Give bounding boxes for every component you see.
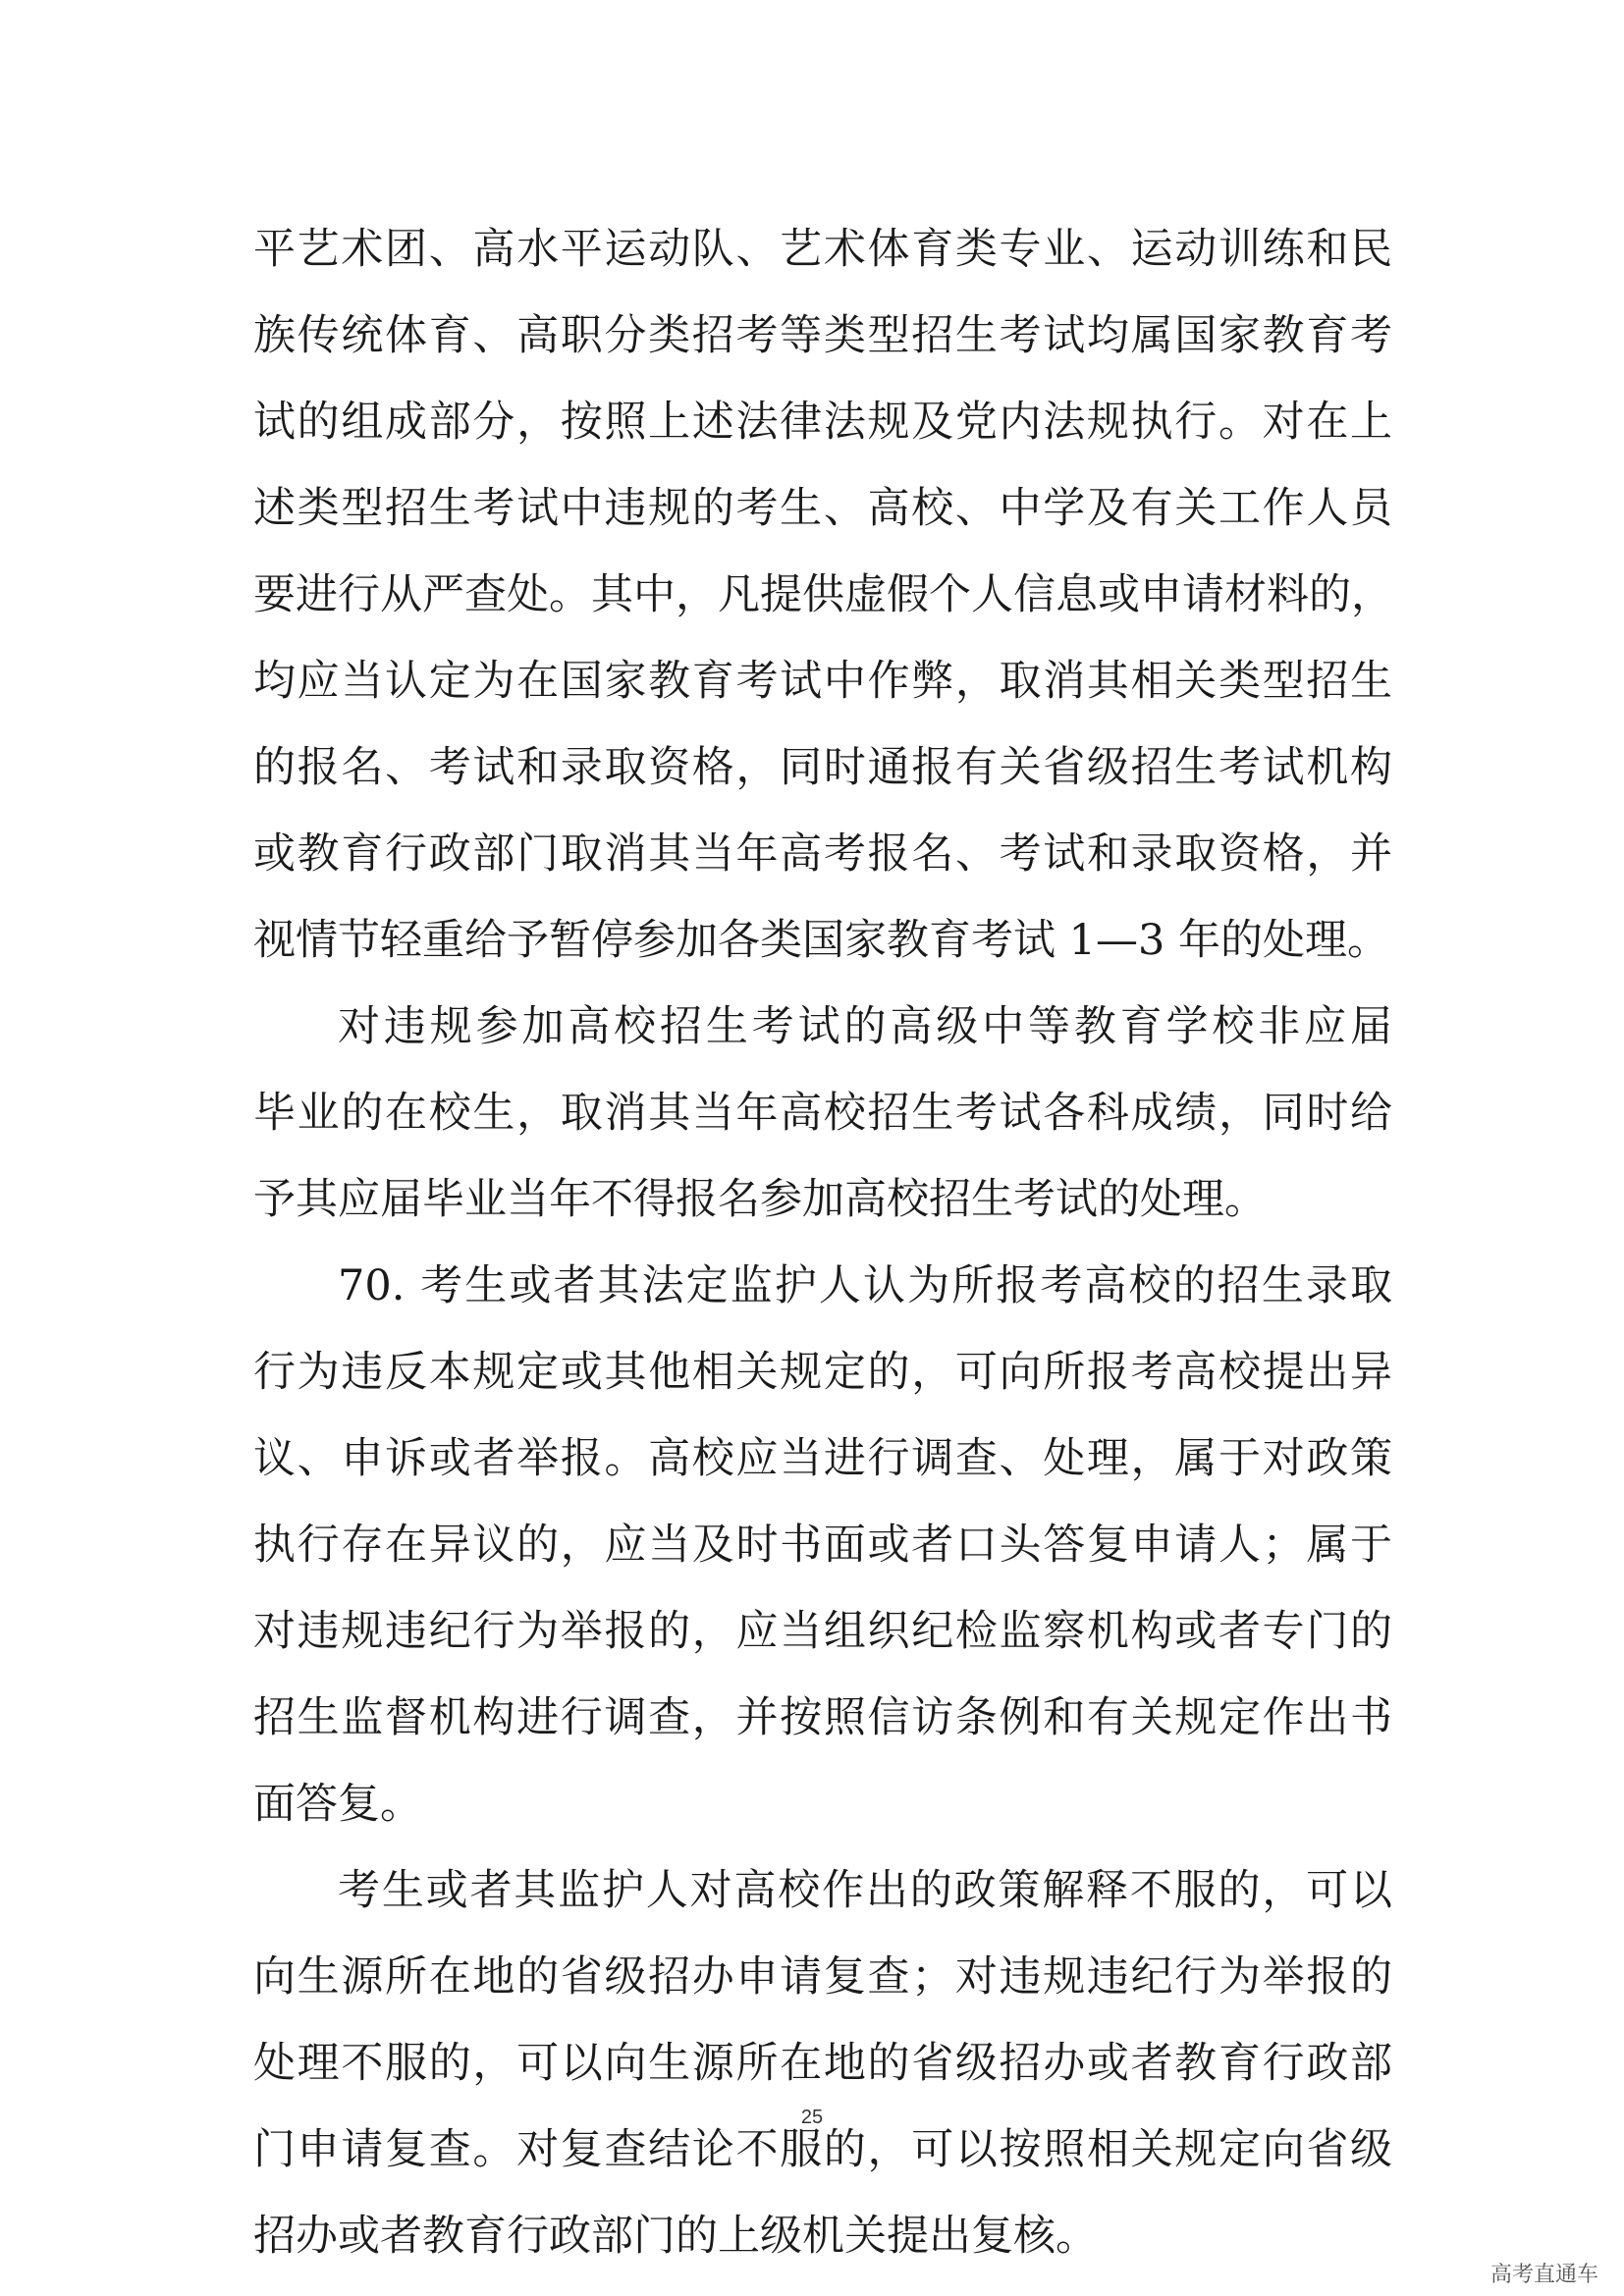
text-line: 议、申诉或者举报。高校应当进行调查、处理，属于对政策: [253, 1434, 1392, 1483]
text-line: 向生源所在地的省级招办申请复查；对违规违纪行为举报的: [253, 1952, 1392, 2002]
paragraph: [253, 984, 1392, 1243]
text-line: 要进行从严查处。其中，凡提供虚假个人信息或申请材料的，: [253, 570, 1393, 619]
paragraph: [253, 1243, 1392, 1847]
paragraph: [253, 206, 1392, 984]
text-line: 70. 考生或者其法定监护人认为所报考高校的招生录取: [338, 1261, 1392, 1310]
text-line: 试的组成部分，按照上述法律法规及党内法规执行。对在上: [253, 398, 1392, 447]
text-line: 予其应届毕业当年不得报名参加高校招生考试的处理。: [253, 1175, 1267, 1224]
text-line: 平艺术团、高水平运动队、艺术体育类专业、运动训练和民: [253, 225, 1392, 274]
text-line: 毕业的在校生，取消其当年高校招生考试各科成绩，同时给: [253, 1089, 1392, 1138]
text-line: 对违规违纪行为举报的，应当组织纪检监察机构或者专门的: [253, 1607, 1392, 1656]
text-line: 处理不服的，可以向生源所在地的省级招办或者教育行政部: [253, 2039, 1392, 2088]
paragraph: [253, 1847, 1392, 2279]
text-line: 行为违反本规定或其他相关规定的，可向所报考高校提出异: [253, 1348, 1392, 1397]
text-line: 面答复。: [253, 1780, 422, 1829]
text-line: 述类型招生考试中违规的考生、高校、中学及有关工作人员: [253, 484, 1392, 533]
text-line: 招生监督机构进行调查，并按照信访条例和有关规定作出书: [253, 1693, 1392, 1742]
text-line: 视情节轻重给予暂停参加各类国家教育考试 1—3 年的处理。: [253, 916, 1390, 965]
text-line: 对违规参加高校招生考试的高级中等教育学校非应届: [338, 1002, 1392, 1051]
text-line: 或教育行政部门取消其当年高考报名、考试和录取资格，并: [253, 829, 1392, 879]
page-number: 25: [800, 2107, 824, 2128]
text-line: 考生或者其监护人对高校作出的政策解释不服的，可以: [338, 1866, 1392, 1915]
text-line: 族传统体育、高职分类招考等类型招生考试均属国家教育考: [253, 311, 1392, 360]
text-line: 执行存在异议的，应当及时书面或者口头答复申请人；属于: [253, 1521, 1392, 1570]
text-line: 招办或者教育行政部门的上级机关提出复核。: [253, 2212, 1098, 2261]
text-line: 门申请复查。对复查结论不服的，可以按照相关规定向省级: [253, 2125, 1392, 2174]
watermark-text: 高考直通车: [1489, 2263, 1598, 2287]
text-line: 均应当认定为在国家教育考试中作弊，取消其相关类型招生: [253, 657, 1392, 706]
text-line: 的报名、考试和录取资格，同时通报有关省级招生考试机构: [253, 743, 1392, 792]
body-text: [253, 206, 1392, 2279]
